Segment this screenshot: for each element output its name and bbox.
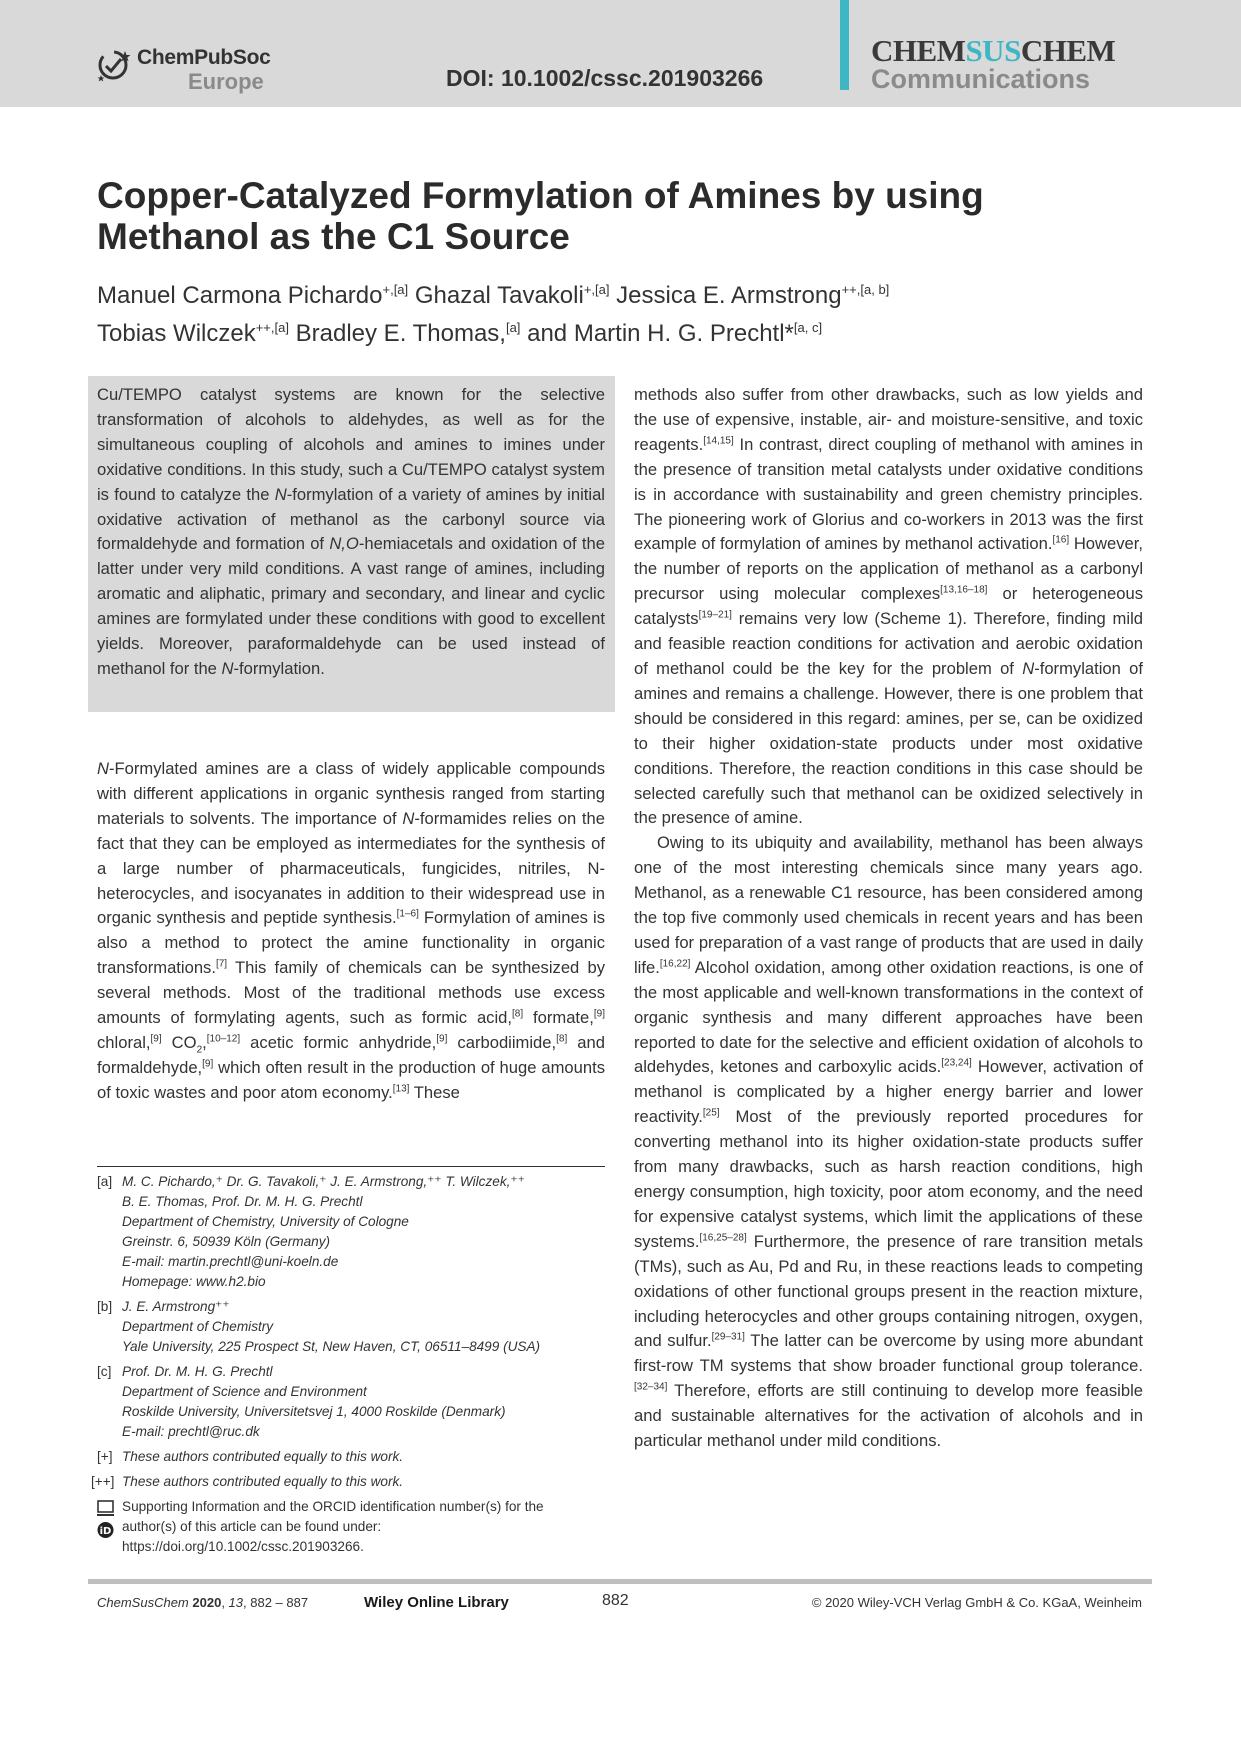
email-link[interactable]: E-mail: prechtl@ruc.dk [122,1424,260,1439]
reference-citation[interactable]: [29–31] [711,1331,745,1343]
footnote-line: Greinstr. 6, 50939 Köln (Germany) [122,1234,331,1249]
reference-citation[interactable]: [13,16–18] [940,584,988,596]
footnote-line: Department of Chemistry, University of Cologne [122,1214,409,1229]
author-name[interactable]: and Martin H. G. Prechtl* [527,320,794,347]
text-run: CO [161,1032,197,1052]
supporting-info-icon [97,1500,115,1540]
footnote-line: Yale University, 225 Prospect St, New Haven, CT, 06511–8499 (USA) [122,1339,541,1354]
homepage-link[interactable]: Homepage: www.h2.bio [122,1274,266,1289]
text-run: carbodiimide, [447,1032,557,1052]
reference-citation[interactable]: [7] [215,958,228,970]
text-run: Therefore, efforts are still continuing to develop more feasible and sustainable alternatives for the activation of alcohols and in particular methanol under mild conditions. [634,1381,1143,1451]
reference-citation[interactable]: [10–12] [206,1033,241,1045]
footnote-line: Department of Science and Environment [122,1384,367,1399]
author-name[interactable]: Bradley E. Thomas, [295,320,506,347]
footnote-c [97,1362,617,1442]
text-run: -Formylated amines are a class of widely applicable compounds with different applications in organic synthesis ranged from starting materials to solvents. The importance of [97,759,605,828]
journal-name-post: CHEM [1020,33,1116,68]
footnote-equal-1 [97,1447,617,1467]
reference-citation[interactable]: [8] [512,1008,524,1020]
reference-citation[interactable]: [13] [392,1083,410,1095]
footnote-line: Prof. Dr. M. H. G. Prechtl [122,1364,273,1379]
footnote-equal-2 [91,1472,617,1492]
section-type: Communications [871,64,1091,94]
affiliation-footnotes [91,1172,617,1557]
text-run: which often result in the production of huge amounts of toxic wastes and poor atom economy. [97,1057,605,1102]
text-run: chloral, [97,1032,151,1052]
author-affil: [a, c] [793,320,823,335]
footer-citation: ChemSusChem 2020, 13, 882 – 887 [97,1595,309,1610]
journal-name-mid: SUS [965,33,1021,68]
text-run: -formylation of a variety of amines by initial oxidative activation of methanol as the carbonyl source via formaldehyde and formation of [97,484,605,554]
reference-citation[interactable]: [9] [202,1058,214,1070]
footnote-line: M. C. Pichardo,⁺ Dr. G. Tavakoli,⁺ J. E. Armstrong,⁺⁺ T. Wilczek,⁺⁺ [122,1174,525,1189]
supporting-info-note [97,1497,617,1557]
page-number: 882 [602,1592,629,1609]
journal-accent-bar [840,0,849,90]
text-run: -formamides relies on the fact that they can be employed as intermediates for the synthesis of a large number of pharmaceuticals, fungicides, nitriles, N-heterocycles, and isocyanates in addition to their widespread use in organic synthesis and peptide synthesis. [97,808,605,928]
reference-citation[interactable]: [9] [593,1008,605,1020]
text-run: This family of chemicals can be synthesized by several methods. Most of the traditional methods use excess amounts of formylating agents, such as formic acid, [97,958,605,1028]
reference-citation[interactable]: [32–34] [634,1381,668,1393]
body-column-left [97,757,605,1106]
reference-citation[interactable]: [1–6] [396,908,419,920]
italic-run: N,O [329,534,359,554]
footer-year: 2020 [192,1595,222,1610]
footnote-line: These authors contributed equally to this work. [122,1449,404,1464]
footnote-tag: [b] [97,1299,113,1314]
copyright-notice: © 2020 Wiley-VCH Verlag GmbH & Co. KGaA, Weinheim [811,1595,1142,1610]
footer-journal-name: ChemSusChem [97,1595,189,1610]
text-run: Owing to its ubiquity and availability, methanol has been always one of the most interesting chemicals since many years ago. Methanol, as a renewable C1 resource, has been considered among the top five commonly used chemicals in recent years and has been used for preparation of a vast range of products that are used in daily life. [634,833,1143,977]
text-run: Cu/TEMPO catalyst systems are known for the selective transformation of alcohols to aldehydes, as well as for the simultaneous coupling of alcohols and amines to imines under oxidative conditions. In this study, such a Cu/TEMPO catalyst system is found to catalyze the [97,385,605,504]
text-run: , [202,1032,207,1052]
footer-volume: 13 [228,1595,244,1610]
text-run: Alcohol oxidation, among other oxidation reactions, is one of the most applicable and well-known transformations in the context of organic synthesis and many different approaches have been reported to date for the selective and efficient oxidation of alcohols to aldehydes, ketones and carboxylic acids. [634,957,1143,1077]
author-name[interactable]: Manuel Carmona Pichardo [97,282,383,309]
svg-text:iD: iD [99,1526,112,1537]
italic-run: N [221,658,234,678]
title-line-1: Copper-Catalyzed Formylation of Amines by using [97,175,984,216]
italic-run: N [97,759,109,778]
journal-name-pre: CHEM [871,33,966,68]
chempubsoc-logo-icon [97,47,133,83]
text-run: -formylation of amines and remains a challenge. However, there is one problem that should be considered in this regard: amines, per se, can be oxidized to their higher oxidation-state products under most oxidative conditions. Therefore, the reaction conditions in this case should be selected carefully such that methanol can be oxidized selectively in the presence of amine. [634,658,1143,828]
logo-name: ChemPubSoc [137,46,271,69]
body-paragraph [634,831,1143,1454]
text-run: The latter can be overcome by using more abundant first-row TM systems that show broader functional group tolerance. [634,1331,1143,1376]
text-run: formate, [523,1008,594,1028]
text-run: In contrast, direct coupling of methanol with amines in the presence of transition metal catalysts under oxidative conditions is in accordance with sustainability and green chemistry principles. The pioneering work of Glorius and co-workers in 2013 was the first example of formylation of amines by methanol activation. [634,434,1143,554]
text-run: -hemiacetals and oxidation of the latter under very mild conditions. A vast range of amines, including aromatic and aliphatic, primary and secondary, and linear and cyclic amines are formylated under these conditions with good to excellent yields. Moreover, paraformaldehyde can be used instead of methanol for the [97,534,605,678]
reference-citation[interactable]: [16,22] [659,958,691,970]
footnote-divider [97,1166,605,1167]
footnote-line: These authors contributed equally to this work. [122,1474,404,1489]
text-run: remains very low (Scheme 1). Therefore, finding mild and feasible reaction conditions for activation and aerobic oxidation of methanol could be the key for the problem of [634,609,1143,678]
footnote-tag: [a] [97,1174,113,1189]
text-run: and formaldehyde, [97,1032,605,1077]
footnote-b [97,1297,617,1357]
italic-run: N [274,484,287,504]
email-link[interactable]: E-mail: martin.prechtl@uni-koeln.de [122,1254,339,1269]
author-line-2 [97,312,1137,350]
author-name[interactable]: Ghazal Tavakoli [414,282,584,309]
text-run: -formylation. [233,658,325,678]
body-paragraph [97,757,605,1106]
footnote-line: author(s) of this article can be found under: [122,1519,382,1534]
text-run: However, activation of methanol is complicated by a higher energy barrier and lower reactivity. [634,1057,1143,1127]
footnote-tag: [+] [97,1449,113,1464]
text-run: However, the number of reports on the application of methanol as a carbonyl precursor using molecular complexes [634,534,1143,604]
author-affil: +,[a] [382,282,409,297]
author-affil: [a] [505,320,521,335]
footnote-line: Department of Chemistry [122,1319,274,1334]
footer-pages: 882 – 887 [250,1595,309,1610]
author-name[interactable]: Jessica E. Armstrong [616,282,842,309]
footnote-line: Roskilde University, Universitetsvej 1, 4000 Roskilde (Denmark) [122,1404,506,1419]
text-run: Formylation of amines is also a method to protect the amine functionality in organic transformations. [97,908,605,978]
footnote-line: Supporting Information and the ORCID identification number(s) for the [122,1499,544,1514]
footnote-line: B. E. Thomas, Prof. Dr. M. H. G. Prechtl [122,1194,363,1209]
reference-citation[interactable]: [14,15] [703,435,734,447]
publisher-logo[interactable] [97,45,297,97]
text-run: acetic formic anhydride, [240,1032,437,1052]
footer-divider [88,1579,1152,1584]
wiley-online-library-link[interactable]: Wiley Online Library [364,1594,509,1611]
italic-run: N [402,808,415,828]
author-affil: ++,[a] [255,320,289,335]
reference-citation[interactable]: [25] [702,1107,720,1119]
article-title [97,175,1097,257]
doi-label[interactable]: DOI: 10.1002/cssc.201903266 [446,65,764,91]
footnote-a [97,1172,617,1292]
abstract-paragraph [97,383,605,682]
reference-citation[interactable]: [9] [150,1033,162,1045]
text-run: Furthermore, the presence of rare transition metals (TMs), such as Au, Pd and Ru, in these reactions leads to competing oxidations of other functional groups present in the reaction mixture, including heterocycles and other groups containing nitrogen, oxygen, and sulfur. [634,1231,1143,1351]
reference-citation[interactable]: [9] [436,1033,448,1045]
text-run: methods also suffer from other drawbacks, such as low yields and the use of expensive, instable, air- and moisture-sensitive, and toxic reagents. [634,385,1143,454]
author-affil: +,[a] [583,282,610,297]
author-affil: ++,[a, b] [841,282,890,297]
supporting-info-link[interactable]: https://doi.org/10.1002/cssc.201903266. [122,1539,364,1554]
body-paragraph [634,383,1143,831]
subscript: 2 [196,1044,203,1056]
abstract-text [97,383,605,682]
reference-citation[interactable]: [23,24] [941,1057,972,1069]
reference-citation[interactable]: [19–21] [698,609,732,621]
italic-run: N [1022,658,1035,678]
text-run: These [409,1082,460,1102]
footnote-tag: [c] [97,1364,112,1379]
reference-citation[interactable]: [16] [1052,534,1070,546]
text-run: or heterogeneous catalysts [634,584,1143,629]
body-column-right [634,383,1143,1454]
text-run: Most of the previously reported procedures for converting methanol into its higher oxidation-state products suffer from many drawbacks, such as harsh reaction conditions, high energy consumption, high toxicity, poor atom economy, and the need for expensive catalyst systems, which limit the applications of these systems. [634,1107,1143,1251]
reference-citation[interactable]: [16,25–28] [699,1232,747,1244]
title-line-2: Methanol as the C1 Source [97,216,570,257]
reference-citation[interactable]: [8] [556,1033,568,1045]
author-line-1 [97,274,1137,312]
footnote-tag: [++] [91,1474,115,1489]
footnote-line: J. E. Armstrong⁺⁺ [122,1299,230,1314]
logo-subtitle: Europe [188,69,264,94]
author-name[interactable]: Tobias Wilczek [97,320,256,347]
author-list [97,274,1137,350]
